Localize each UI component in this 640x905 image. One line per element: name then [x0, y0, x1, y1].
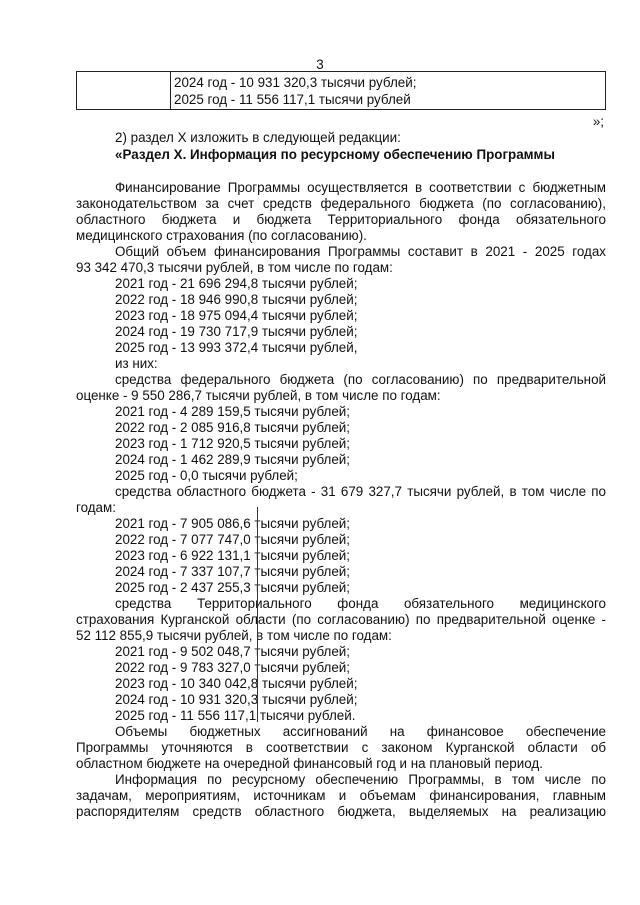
year-line: 2023 год - 18 975 094,4 тысячи рублей; [115, 308, 358, 323]
paragraph-line: медицинского страхования (по согласованию). [76, 228, 367, 243]
year-line: 2021 год - 21 696 294,8 тысячи рублей; [115, 276, 358, 291]
year-line: 2021 год - 4 289 159,5 тысячи рублей; [115, 404, 350, 419]
paragraph-line: задачам, мероприятиям, источникам и объемам финансирования, главным [76, 788, 606, 803]
paragraph-line: средства областного бюджета - 31 679 327,7 тысячи рублей, в том числе по [115, 484, 606, 499]
scan-artifact-line [257, 507, 258, 722]
year-line: 2022 год - 18 946 990,8 тысячи рублей; [115, 292, 358, 307]
paragraph-line: годам: [76, 500, 116, 515]
paragraph-line: оценке - 9 550 286,7 тысячи рублей, в том числе по годам: [76, 388, 441, 403]
paragraph-line: 52 112 855,9 тысячи рублей, в том числе по годам: [76, 628, 392, 643]
paragraph-line: областного бюджета и бюджета Территориального фонда обязательного [76, 212, 606, 227]
paragraph-line: страхования Курганской области (по согласованию) по предварительной оценке - [76, 612, 606, 627]
year-line: 2024 год - 19 730 717,9 тысячи рублей; [115, 324, 358, 339]
table-cell-line: 2025 год - 11 556 117,1 тысячи рублей [174, 92, 411, 107]
paragraph-line: областном бюджете на очередной финансовый год и на плановый период. [76, 756, 543, 771]
continuation-table [76, 71, 606, 110]
paragraph-line: 93 342 470,3 тысячи рублей, в том числе по годам: [76, 260, 393, 275]
year-line: 2021 год - 7 905 086,6 тысячи рублей; [115, 516, 350, 531]
closing-quote: »; [592, 114, 604, 129]
paragraph-line: распорядителям средств областного бюджета, выделяемых на реализацию [76, 804, 606, 819]
paragraph-line: Программы уточняются в соответствии с законом Курганской области об [76, 740, 606, 755]
year-line: 2022 год - 9 783 327,0 тысячи рублей; [115, 660, 350, 675]
table-cell-line: 2024 год - 10 931 320,3 тысячи рублей; [174, 75, 417, 90]
paragraph-line: средства федерального бюджета (по согласованию) по предварительной [115, 372, 606, 387]
year-line: 2023 год - 6 922 131,1 тысячи рублей; [115, 548, 350, 563]
paragraph-line: Информация по ресурсному обеспечению Программы, в том числе по [115, 772, 606, 787]
year-line: 2021 год - 9 502 048,7 тысячи рублей; [115, 644, 350, 659]
year-line: 2025 год - 11 556 117,1 тысячи рублей. [115, 708, 356, 723]
year-line: 2023 год - 10 340 042,8 тысячи рублей; [115, 676, 358, 691]
year-line: 2022 год - 7 077 747,0 тысячи рублей; [115, 532, 350, 547]
table-column-divider [170, 72, 171, 109]
amendment-item: 2) раздел X изложить в следующей редакции: [115, 130, 401, 145]
year-line: 2025 год - 0,0 тысячи рублей; [115, 468, 298, 483]
paragraph-line: законодательством за счет средств федерального бюджета (по согласованию), [76, 196, 606, 211]
year-line: 2024 год - 7 337 107,7 тысячи рублей; [115, 564, 350, 579]
paragraph-line: Финансирование Программы осуществляется в соответствии с бюджетным [115, 180, 606, 195]
year-line: 2024 год - 10 931 320,3 тысячи рублей; [115, 692, 358, 707]
page-number: 3 [316, 57, 324, 72]
paragraph-line: Объемы бюджетных ассигнований на финансовое обеспечение [115, 724, 606, 739]
section-heading: «Раздел X. Информация по ресурсному обеспечению Программы [115, 147, 555, 162]
year-line: 2023 год - 1 712 920,5 тысячи рублей; [115, 436, 350, 451]
paragraph-line: Общий объем финансирования Программы составит в 2021 - 2025 годах [115, 244, 606, 259]
paragraph-line: средства Территориального фонда обязательного медицинского [115, 596, 606, 611]
year-line: 2024 год - 1 462 289,9 тысячи рублей; [115, 452, 350, 467]
year-line: 2022 год - 2 085 916,8 тысячи рублей; [115, 420, 350, 435]
of-them-label: из них: [115, 356, 158, 371]
year-line: 2025 год - 13 993 372,4 тысячи рублей, [115, 340, 358, 355]
year-line: 2025 год - 2 437 255,3 тысячи рублей; [115, 580, 350, 595]
